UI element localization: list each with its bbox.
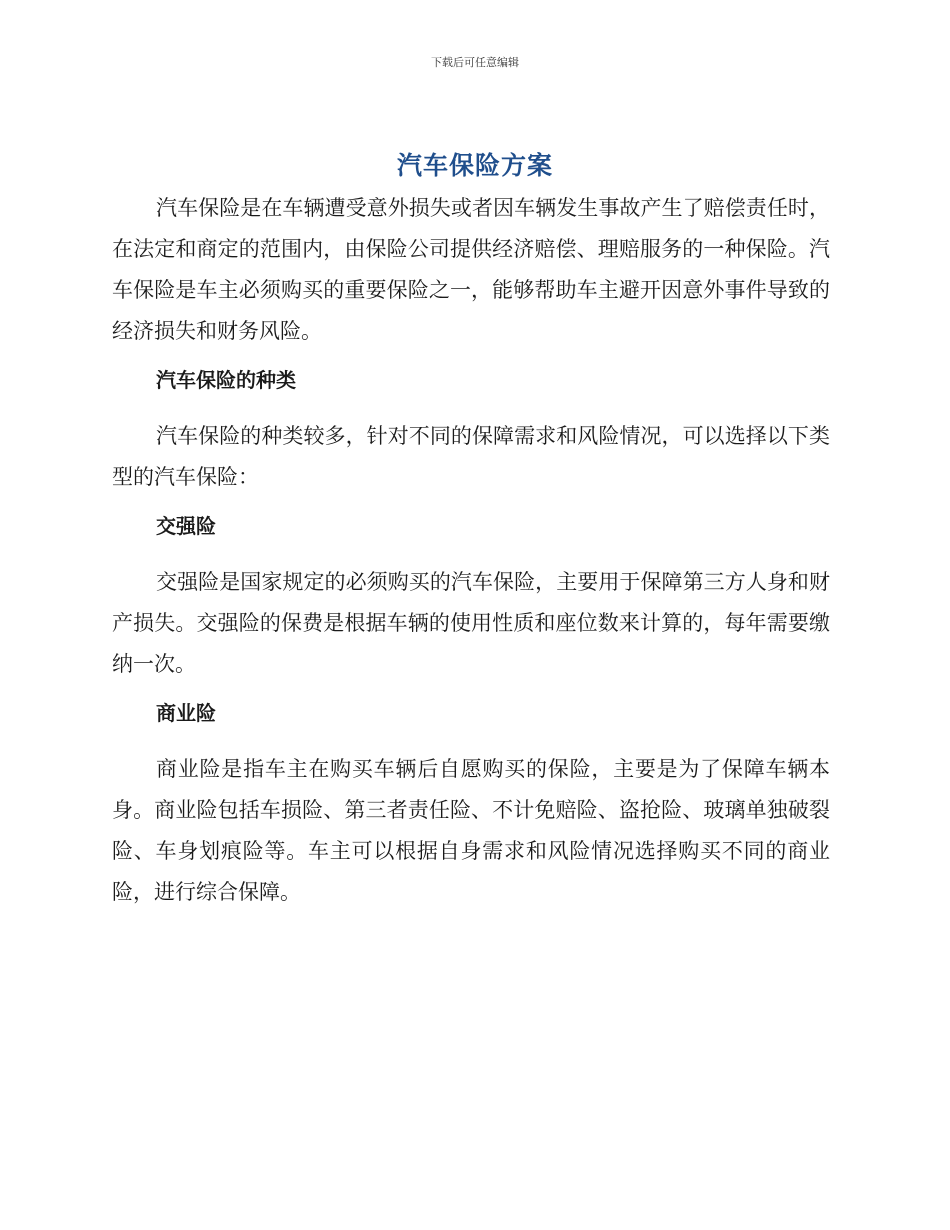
- header-note: 下载后可任意编辑: [431, 56, 519, 69]
- section-heading-compulsory: 交强险: [156, 514, 216, 538]
- section-heading-commercial: 商业险: [156, 701, 216, 725]
- commercial-paragraph: 商业险是指车主在购买车辆后自愿购买的保险，主要是为了保障车辆本身。商业险包括车损险、第三者责任险、不计免赔险、盗抢险、玻璃单独破裂险、车身划痕险等。车主可以根据自身需求和风险情况选择购买不同的商业险，进行综合保障。: [112, 757, 830, 904]
- document-title: 汽车保险方案: [396, 151, 553, 180]
- intro-paragraph: 汽车保险是在车辆遭受意外损失或者因车辆发生事故产生了赔偿责任时，在法定和商定的范围内，由保险公司提供经济赔偿、理赔服务的一种保险。汽车保险是车主必须购买的重要保险之一，能够帮助车主避开因意外事件导致的经济损失和财务风险。: [112, 196, 830, 343]
- compulsory-paragraph: 交强险是国家规定的必须购买的汽车保险，主要用于保障第三方人身和财产损失。交强险的保费是根据车辆的使用性质和座位数来计算的，每年需要缴纳一次。: [112, 570, 830, 676]
- section-heading-types: 汽车保险的种类: [156, 368, 296, 392]
- document-body: [112, 188, 830, 925]
- types-paragraph: 汽车保险的种类较多，针对不同的保障需求和风险情况，可以选择以下类型的汽车保险：: [112, 424, 830, 489]
